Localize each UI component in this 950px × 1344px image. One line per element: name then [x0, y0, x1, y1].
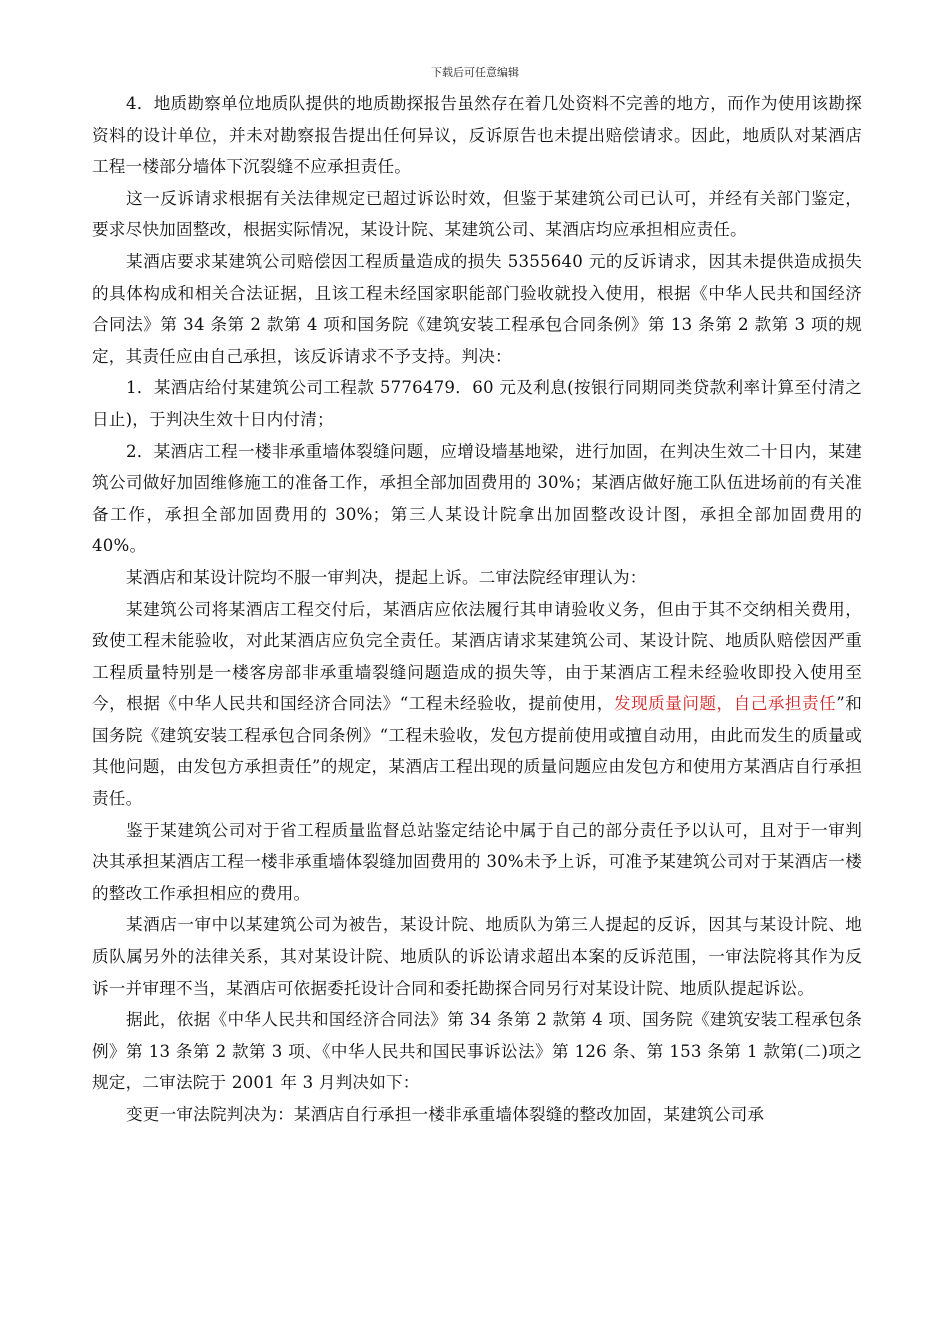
paragraph-appeal: 某酒店和某设计院均不服一审判决，提起上诉。二审法院经审理认为： — [126, 567, 647, 587]
paragraph-loss-claim: 某酒店要求某建筑公司赔偿因工程质量造成的损失 5355640 元的反诉请求，因其未提供造成损失的具体构成和相关合法证据，且该工程未经国家职能部门验收就投入使用，根据《中华人民共和国经济合同法》第 34 条第 2 款第 4 项和国务院《建筑安装工程承包合同条例》第 13 条第 2 款第 3 项的规定，其责任应由自己承担，该反诉请求不予支持。判决： — [92, 251, 862, 366]
paragraph-geology-report: 4．地质勘察单位地质队提供的地质勘探报告虽然存在着几处资料不完善的地方，而作为使用该勘探资料的设计单位，并未对勘察报告提出任何异议，反诉原告也未提出赔偿请求。因此，地质队对某酒店工程一楼部分墙体下沉裂缝不应承担责任。 — [92, 94, 862, 177]
reasoning-text-after: ”和国务院《建筑安装工程承包合同条例》“工程未验收，发包方提前使用或擅自动用，由此而发生的质量或其他问题，由发包方承担责任”的规定，某酒店工程出现的质量问题应由发包方和使用方某酒店自行承担责任。 — [92, 694, 863, 809]
paragraph-final-judgment: 变更一审法院判决为：某酒店自行承担一楼非承重墙体裂缝的整改加固，某建筑公司承 — [126, 1105, 765, 1124]
paragraph-judgment-item-2: 2．某酒店工程一楼非承重墙体裂缝问题，应增设墙基地梁，进行加固，在判决生效二十日内，某建筑公司做好加固维修施工的准备工作，承担全部加固费用的 30%；某酒店做好施工队伍进场前的有关准备工作，承担全部加固费用的 30%；第三人某设计院拿出加固整改设计图，承担全部加固费用的 40%。 — [92, 441, 862, 556]
paragraph-construction-liability: 鉴于某建筑公司对于省工程质量监督总站鉴定结论中属于自己的部分责任予以认可，且对于一审判决其承担某酒店工程一楼非承重墙体裂缝加固费用的 30%未予上诉，可准予某建筑公司对于某酒店一楼的整改工作承担相应的费用。 — [92, 820, 862, 903]
highlighted-quote: 发现质量问题，自己承担责任 — [613, 694, 837, 714]
paragraph-judgment-item-1: 1．某酒店给付某建筑公司工程款 5776479．60 元及利息(按银行同期同类贷款利率计算至付清之日止)，于判决生效十日内付清； — [92, 378, 862, 429]
paragraph-second-instance-reasoning — [92, 594, 862, 815]
paragraph-statute-limitation: 这一反诉请求根据有关法律规定已超过诉讼时效，但鉴于某建筑公司已认可，并经有关部门鉴定，要求尽快加固整改，根据实际情况，某设计院、某建筑公司、某酒店均应承担相应责任。 — [92, 188, 862, 240]
document-body — [92, 88, 862, 1131]
paragraph-counterclaim-scope: 某酒店一审中以某建筑公司为被告，某设计院、地质队为第三人提起的反诉，因其与某设计院、地质队属另外的法律关系，其对某设计院、地质队的诉讼请求超出本案的反诉范围，一审法院将其作为反诉一并审理不当，某酒店可依据委托设计合同和委托勘探合同另行对某设计院、地质队提起诉讼。 — [92, 915, 862, 998]
reasoning-text-before: 某建筑公司将某酒店工程交付后，某酒店应依法履行其申请验收义务，但由于其不交纳相关费用，致使工程未能验收，对此某酒店应负完全责任。某酒店请求某建筑公司、某设计院、地质队赔偿因严重工程质量特别是一楼客房部非承重墙裂缝问题造成的损失等，由于某酒店工程未经验收即投入使用至今，根据《中华人民共和国经济合同法》“工程未经验收，提前使用， — [92, 599, 862, 714]
paragraph-legal-basis: 据此，依据《中华人民共和国经济合同法》第 34 条第 2 款第 4 项、国务院《建筑安装工程承包条例》第 13 条第 2 款第 3 项、《中华人民共和国民事诉讼法》第 126 条、第 153 条第 1 款第(二)项之规定，二审法院于 2001 年 3 月判决如下： — [92, 1010, 862, 1093]
page-header: 下载后可任意编辑 — [431, 66, 519, 79]
